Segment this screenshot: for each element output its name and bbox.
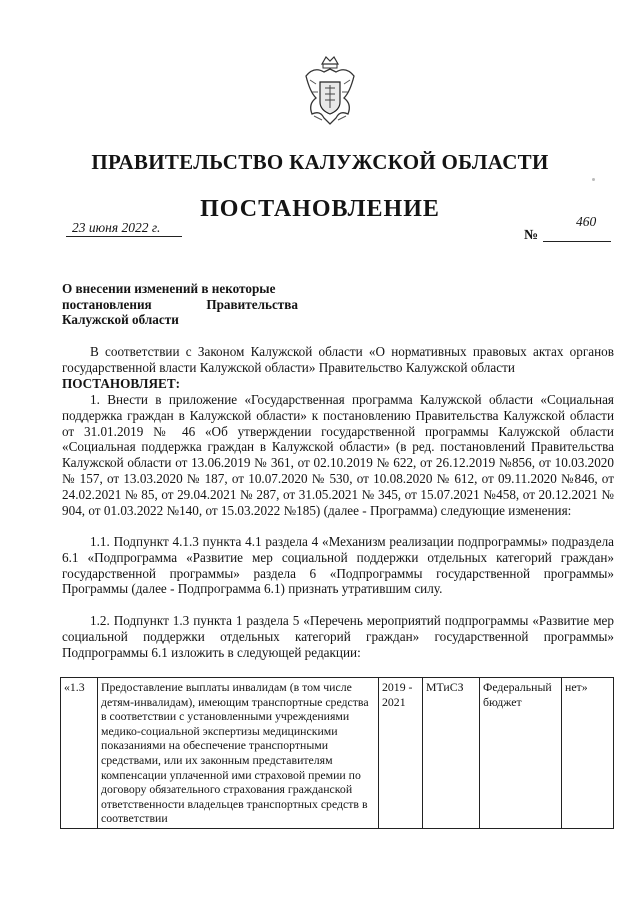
table-cell-source: Федеральный бюджет xyxy=(480,678,562,829)
measures-table xyxy=(60,677,613,829)
number-sign: № xyxy=(524,228,539,243)
table-cell-flag: нет» xyxy=(562,678,614,829)
document-date: 23 июня 2022 г. xyxy=(72,220,161,235)
resolves-heading: ПОСТАНОВЛЯЕТ: xyxy=(62,376,181,391)
item-1-paragraph: 1. Внести в приложение «Государственная программа Калужской области «Социальная поддержка граждан в Калужской области» к постановлению Правительства Калужской области от 31.01.2019 № 46 «Об утверждении государственной программы Калужской области «Социальная поддержка граждан в Калужской области» (в ред. постановлений Правительства Калужской области от 13.06.2019 № 361, от 02.10.2019 № 622, от 26.12.2019 №856, от 10.03.2020 № 157, от 13.03.2020 № 187, от 10.07.2020 № 530, от 10.08.2020 № 612, от 09.11.2020 №846, от 24.02.2021 № 85, от 29.04.2021 № 287, от 31.05.2021 № 345, от 15.07.2021 №458, от 20.12.2021 № 904, от 01.03.2022 №140, от 15.03.2022 №185) (далее - Программа) следующие изменения: xyxy=(62,392,614,518)
subject-line-3: Калужской области xyxy=(62,312,179,327)
organization-title: ПРАВИТЕЛЬСТВО КАЛУЖСКОЙ ОБЛАСТИ xyxy=(91,150,549,174)
document-type-title: ПОСТАНОВЛЕНИЕ xyxy=(200,196,440,222)
table-cell-number: «1.3 xyxy=(61,678,98,829)
item-1-1-paragraph: 1.1. Подпункт 4.1.3 пункта 4.1 раздела 4 «Механизм реализации подпрограммы» подраздела 6.1 «Подпрограмма «Развитие мер социальной поддержки отдельных категорий граждан» государственной программы» раздела 6 «Подпрограммы государственной программы» Программы (далее - Подпрограмма 6.1) признать утратившим силу. xyxy=(62,534,614,597)
scan-speck xyxy=(592,178,595,181)
date-underline xyxy=(66,236,182,237)
coat-of-arms-emblem xyxy=(300,52,360,128)
number-underline xyxy=(543,241,611,242)
document-number: 460 xyxy=(576,214,597,229)
item-1-2-paragraph: 1.2. Подпункт 1.3 пункта 1 раздела 5 «Перечень мероприятий подпрограммы «Развитие мер социальной поддержки отдельных категорий граждан» государственной программы» Подпрограммы 6.1 изложить в следующей редакции: xyxy=(62,613,614,660)
table-row xyxy=(61,678,614,829)
table-cell-period: 2019 - 2021 xyxy=(379,678,423,829)
table-cell-description: Предоставление выплаты инвалидам (в том числе детям-инвалидам), имеющим транспортные средства в соответствии с установленными учреждениями медико-социальной экспертизы медицинскими показаниями на обеспечение транспортными средствами, или их законным представителям компенсации уплаченной ими страховой премии по договору обязательного страхования гражданской ответственности владельцев транспортных средств в соответствии xyxy=(98,678,379,829)
subject-line-2-right: Правительства xyxy=(206,296,298,312)
subject-line-2-left: постановления xyxy=(62,296,152,312)
preamble-paragraph: В соответствии с Законом Калужской области «О нормативных правовых актах органов государственной власти Калужской области» Правительство Калужской области xyxy=(62,344,614,375)
subject-line-1: О внесении изменений в некоторые xyxy=(62,281,276,296)
document-subject xyxy=(62,281,298,328)
table-cell-executor: МТиСЗ xyxy=(423,678,480,829)
